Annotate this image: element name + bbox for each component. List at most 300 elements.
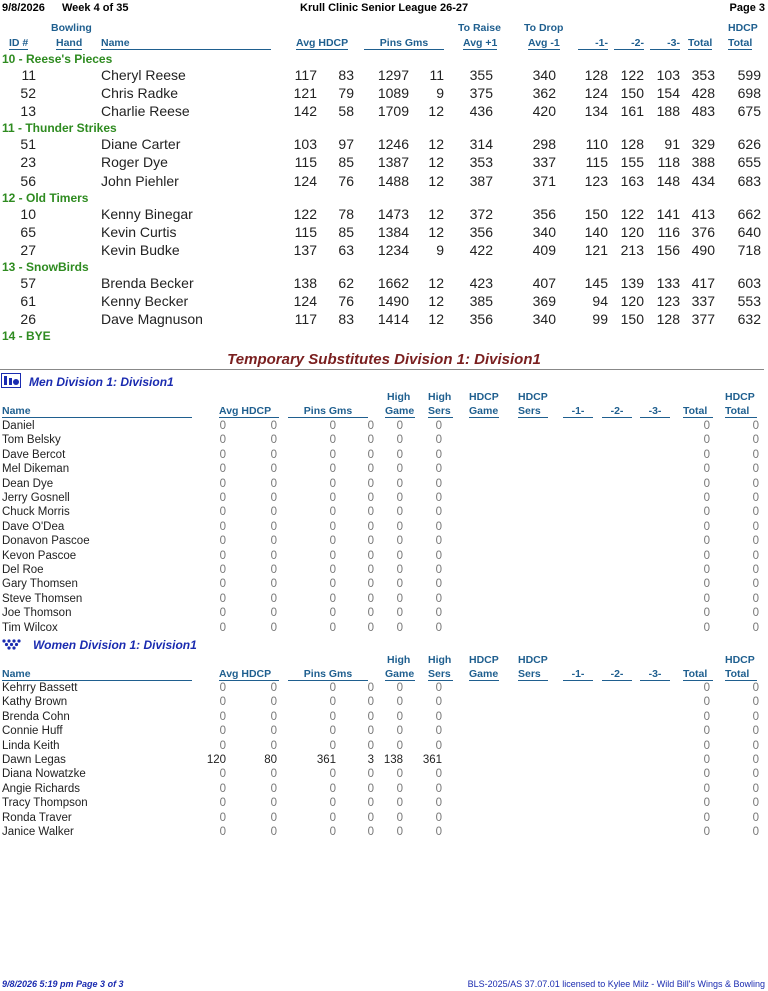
player-g2: 161 [620,103,644,120]
player-name: Roger Dye [101,154,168,171]
player-gms: 12 [428,172,444,189]
sub-avg: 0 [219,682,226,694]
sub-pins: 0 [329,621,336,634]
player-g3: 156 [656,241,680,258]
women-division-label: Women Division 1: Division1 [33,638,197,652]
player-g1: 128 [584,67,608,83]
player-hdcp: 78 [338,205,354,222]
sub-hdcp: 0 [270,797,277,810]
column-header: -3- [640,405,670,418]
women-sub-row [0,783,768,797]
sub-avg: 0 [219,420,226,432]
player-id: 10 [20,205,36,222]
sub-hs: 0 [435,696,442,709]
sub-hdcp: 0 [270,739,277,752]
sub-hg: 0 [396,477,403,490]
player-drop: 407 [532,274,556,291]
player-id: 61 [20,293,36,309]
sub-pins: 0 [329,564,336,576]
sub-pins: 0 [329,739,336,752]
column-header-top: High [428,391,452,403]
player-row [0,206,768,224]
men-sub-row [0,463,768,477]
sub-hdcp: 0 [270,811,277,824]
sub-hdcp: 0 [270,725,277,738]
sub-htotal: 0 [752,520,759,533]
men-sub-row [0,535,768,549]
sub-pins: 0 [329,725,336,738]
player-row [0,103,768,121]
column-header: Sers [518,405,548,418]
sub-htotal: 0 [752,826,759,838]
sub-hdcp: 0 [270,477,277,490]
column-header-top: HDCP [518,391,548,403]
sub-total: 0 [703,768,710,781]
player-id: 27 [20,241,36,258]
sub-name: Joe Thomson [2,607,72,620]
player-row [0,242,768,260]
player-raise: 372 [469,205,493,222]
player-raise: 355 [469,67,493,83]
sub-hs: 0 [435,492,442,504]
sub-name: Diana Nowatzke [2,768,86,781]
player-row [0,136,768,154]
sub-avg: 0 [219,434,226,447]
sub-htotal: 0 [752,797,759,810]
sub-total: 0 [703,549,710,562]
player-avg: 117 [294,311,317,328]
sub-gms: 0 [367,506,374,519]
sub-htotal: 0 [752,564,759,576]
player-g1: 110 [585,136,608,153]
player-raise: 356 [469,311,493,328]
sub-htotal: 0 [752,696,759,709]
player-name: Kenny Becker [101,293,189,309]
sub-htotal: 0 [752,768,759,781]
column-header-top: HDCP [469,391,499,403]
player-htotal: 640 [737,223,761,240]
hand-header: Hand [56,37,83,49]
team-label: 14 - BYE [2,329,51,344]
column-header-top: HDCP [518,654,548,666]
sub-name: Daniel [2,420,35,432]
player-total: 337 [691,293,715,309]
sub-hs: 0 [435,811,442,824]
sub-avg: 0 [219,564,226,576]
sub-hg: 0 [396,420,403,432]
player-total: 434 [691,172,715,189]
substitutes-title: Temporary Substitutes Division 1: Division1 [227,351,541,368]
player-gms: 9 [436,85,444,102]
sub-name: Tim Wilcox [2,621,58,634]
sub-total: 0 [703,621,710,634]
sub-name: Kathy Brown [2,696,68,709]
sub-hdcp: 0 [270,696,277,709]
sub-hs: 0 [435,506,442,519]
player-g3: 128 [656,311,680,328]
sub-name: Dave Bercot [2,448,66,461]
sub-hg: 0 [396,826,403,838]
men-sub-row [0,578,768,592]
sub-hdcp: 0 [270,621,277,634]
sub-htotal: 0 [752,420,759,432]
player-id: 51 [20,136,36,153]
week-label: Week 4 of 35 [62,2,129,14]
sub-total: 0 [703,520,710,533]
player-hdcp: 62 [338,274,354,291]
sub-htotal: 0 [752,448,759,461]
sub-pins: 0 [329,797,336,810]
sub-name: Angie Richards [2,782,80,795]
column-header: Game [385,668,415,680]
sub-hdcp: 0 [270,549,277,562]
sub-hs: 0 [435,826,442,838]
sub-hs: 0 [435,520,442,533]
sub-total: 0 [703,682,710,694]
sub-hs: 0 [435,535,442,548]
sub-avg: 0 [219,535,226,548]
sub-pins: 0 [329,782,336,795]
player-pins: 1709 [377,103,409,120]
player-name: Kenny Binegar [101,205,193,222]
player-g1: 121 [584,241,608,258]
avg-plus-one-header: Avg +1 [463,37,498,49]
player-drop: 337 [532,154,556,171]
sub-name: Dawn Legas [2,754,66,766]
sub-avg: 0 [219,797,226,810]
sub-hs: 0 [435,477,442,490]
sub-gms: 0 [367,549,374,562]
player-avg: 138 [293,274,317,291]
player-row [0,275,768,293]
player-g1: 115 [585,154,608,171]
column-header: Sers [428,668,453,681]
sub-pins: 0 [329,682,336,694]
player-drop: 340 [532,311,556,328]
team-label: 11 - Thunder Strikes [2,121,117,136]
player-total: 490 [691,241,715,258]
sub-gms: 0 [367,811,374,824]
sub-hs: 0 [435,434,442,447]
to-raise-header: To Raise [458,22,501,34]
player-g2: 213 [620,241,644,258]
column-header: Total [683,668,713,681]
player-avg: 121 [293,85,317,102]
player-gms: 12 [428,274,444,291]
player-pins: 1414 [377,311,409,328]
men-sub-row [0,434,768,448]
column-header: Avg HDCP [219,668,279,681]
sub-hg: 0 [396,434,403,447]
player-htotal: 632 [737,311,761,328]
player-id: 11 [21,67,36,83]
sub-gms: 0 [367,725,374,738]
player-total: 376 [691,223,715,240]
men-sub-row [0,492,768,506]
player-avg: 117 [294,67,317,83]
sub-hs: 0 [435,710,442,723]
sub-gms: 0 [367,682,374,694]
sub-hg: 0 [396,710,403,723]
player-pins: 1662 [377,274,409,291]
sub-total: 0 [703,739,710,752]
player-gms: 12 [428,205,444,222]
pins-gms-header: Pins Gms [364,37,444,50]
column-header-top: HDCP [469,654,499,666]
player-row [0,154,768,172]
sub-pins: 0 [329,607,336,620]
sub-htotal: 0 [752,434,759,447]
sub-hdcp: 0 [270,434,277,447]
player-g3: 133 [656,274,680,291]
sub-hs: 0 [435,797,442,810]
player-g2: 150 [620,85,644,102]
sub-gms: 0 [367,607,374,620]
sub-avg: 0 [219,811,226,824]
player-hdcp: 79 [338,85,354,102]
column-header: -2- [602,405,632,418]
player-hdcp: 58 [338,103,354,120]
player-row [0,224,768,242]
sub-hdcp: 0 [270,520,277,533]
player-row [0,67,768,85]
sub-gms: 0 [367,448,374,461]
sub-avg: 0 [219,696,226,709]
sub-total: 0 [703,420,710,432]
column-header: -1- [563,668,593,681]
player-htotal: 718 [737,241,761,258]
player-total: 388 [691,154,715,171]
player-name: Cheryl Reese [101,67,186,83]
league-title: Krull Clinic Senior League 26-27 [300,2,469,14]
sub-hg: 138 [383,754,403,766]
player-g1: 140 [584,223,608,240]
player-gms: 9 [436,241,444,258]
sub-hg: 0 [396,578,403,591]
sub-gms: 0 [367,826,374,838]
column-header: Game [469,668,499,680]
player-row [0,311,768,329]
player-id: 23 [20,154,36,171]
sub-hs: 0 [435,578,442,591]
column-header: -3- [640,668,670,681]
sub-htotal: 0 [752,535,759,548]
column-header: Sers [428,405,453,418]
sub-name: Kevon Pascoe [2,549,77,562]
sub-name: Dave O'Dea [2,520,65,533]
sub-hg: 0 [396,725,403,738]
sub-gms: 0 [367,564,374,576]
sub-hs: 0 [435,448,442,461]
team-label: 12 - Old Timers [2,190,89,205]
sub-avg: 0 [219,782,226,795]
player-drop: 369 [532,293,556,309]
sub-hg: 0 [396,696,403,709]
sub-hs: 0 [435,725,442,738]
sub-htotal: 0 [752,811,759,824]
player-name: Dave Magnuson [101,311,203,328]
sub-hs: 0 [435,782,442,795]
women-sub-row [0,754,768,768]
player-pins: 1246 [377,136,409,153]
sub-hs: 0 [435,739,442,752]
name-header: Name [101,37,271,50]
sub-avg: 0 [219,448,226,461]
player-gms: 12 [428,103,444,120]
sub-hg: 0 [396,549,403,562]
player-avg: 137 [293,241,317,258]
game1-header: -1- [578,37,608,50]
sub-hs: 0 [435,607,442,620]
sub-htotal: 0 [752,549,759,562]
player-hdcp: 85 [338,223,354,240]
sub-htotal: 0 [752,578,759,591]
sub-total: 0 [703,826,710,838]
sub-hdcp: 0 [270,564,277,576]
player-g2: 163 [620,172,644,189]
player-gms: 12 [428,311,444,328]
sub-hg: 0 [396,520,403,533]
column-header: Game [469,405,499,417]
sub-avg: 0 [219,506,226,519]
player-name: Brenda Becker [101,274,194,291]
sub-total: 0 [703,448,710,461]
player-htotal: 553 [737,293,761,309]
sub-gms: 0 [367,492,374,504]
column-header: Total [683,405,713,418]
sub-name: Brenda Cohn [2,710,70,723]
player-id: 13 [20,103,36,120]
footer-timestamp: 9/8/2026 5:19 pm Page 3 of 3 [2,979,124,989]
men-sub-row [0,607,768,621]
player-hdcp: 83 [338,311,354,328]
sub-name: Donavon Pascoe [2,535,90,548]
sub-hs: 0 [435,592,442,605]
sub-name: Chuck Morris [2,506,70,519]
men-sub-row [0,564,768,578]
sub-total: 0 [703,607,710,620]
player-g1: 99 [592,311,608,328]
game2-header: -2- [614,37,644,50]
men-sub-row [0,449,768,463]
sub-htotal: 0 [752,621,759,634]
sub-hg: 0 [396,448,403,461]
sub-avg: 0 [219,578,226,591]
player-g2: 120 [620,293,644,309]
player-id: 57 [20,274,36,291]
column-header: Avg HDCP [219,405,279,418]
player-total: 483 [691,103,715,120]
sub-pins: 0 [329,420,336,432]
to-drop-header: To Drop [524,22,564,34]
player-total: 377 [691,311,715,328]
player-raise: 422 [469,241,493,258]
sub-htotal: 0 [752,682,759,694]
player-g3: 91 [664,136,680,153]
column-header: Total [725,405,757,418]
column-header-top: HDCP [725,391,755,403]
sub-gms: 0 [367,535,374,548]
player-gms: 11 [429,67,444,83]
sub-hdcp: 80 [264,754,277,766]
column-header: Sers [518,668,548,681]
player-g1: 134 [584,103,608,120]
player-hdcp: 76 [338,293,354,309]
player-drop: 371 [532,172,556,189]
column-header-top: High [387,391,411,403]
sub-avg: 0 [219,492,226,504]
sub-hg: 0 [396,535,403,548]
player-drop: 420 [532,103,556,120]
sub-name: Steve Thomsen [2,592,83,605]
sub-total: 0 [703,782,710,795]
player-name: Chris Radke [101,85,179,102]
player-hdcp: 97 [338,136,354,153]
sub-total: 0 [703,725,710,738]
sub-name: Tracy Thompson [2,797,88,810]
sub-avg: 0 [219,463,226,476]
player-drop: 298 [532,136,556,153]
sub-pins: 0 [329,549,336,562]
player-htotal: 698 [737,85,761,102]
player-name: Charlie Reese [101,103,190,120]
player-pins: 1089 [377,85,409,102]
men-sub-row [0,550,768,564]
sub-hg: 0 [396,797,403,810]
team-label: 10 - Reese's Pieces [2,52,113,66]
sub-hdcp: 0 [270,420,277,432]
sub-pins: 0 [329,592,336,605]
sub-avg: 0 [219,768,226,781]
sub-total: 0 [703,564,710,576]
sub-total: 0 [703,578,710,591]
player-htotal: 626 [737,136,761,153]
women-sub-row [0,725,768,739]
sub-hg: 0 [396,564,403,576]
player-g1: 145 [584,274,608,291]
sub-avg: 0 [219,607,226,620]
player-raise: 314 [469,136,493,153]
women-division-icon [1,637,23,655]
sub-hdcp: 0 [270,768,277,781]
hdcp-header: HDCP [728,22,758,34]
sub-avg: 0 [219,477,226,490]
player-drop: 409 [532,241,556,258]
sub-pins: 0 [329,492,336,504]
player-avg: 124 [293,172,317,189]
sub-htotal: 0 [752,710,759,723]
sub-avg: 0 [219,725,226,738]
sub-gms: 0 [367,434,374,447]
player-g1: 94 [592,293,608,309]
player-gms: 12 [428,293,444,309]
player-avg: 115 [294,154,317,171]
women-sub-row [0,797,768,811]
player-raise: 353 [469,154,493,171]
player-htotal: 603 [737,274,761,291]
player-pins: 1234 [377,241,409,258]
sub-htotal: 0 [752,463,759,476]
sub-gms: 0 [367,768,374,781]
column-header: Total [725,668,757,681]
sub-total: 0 [703,463,710,476]
sub-pins: 361 [316,754,336,766]
page-label: Page 3 [729,2,765,14]
player-id: 26 [20,311,36,328]
sub-hdcp: 0 [270,826,277,838]
player-row [0,293,768,311]
player-raise: 375 [469,85,493,102]
